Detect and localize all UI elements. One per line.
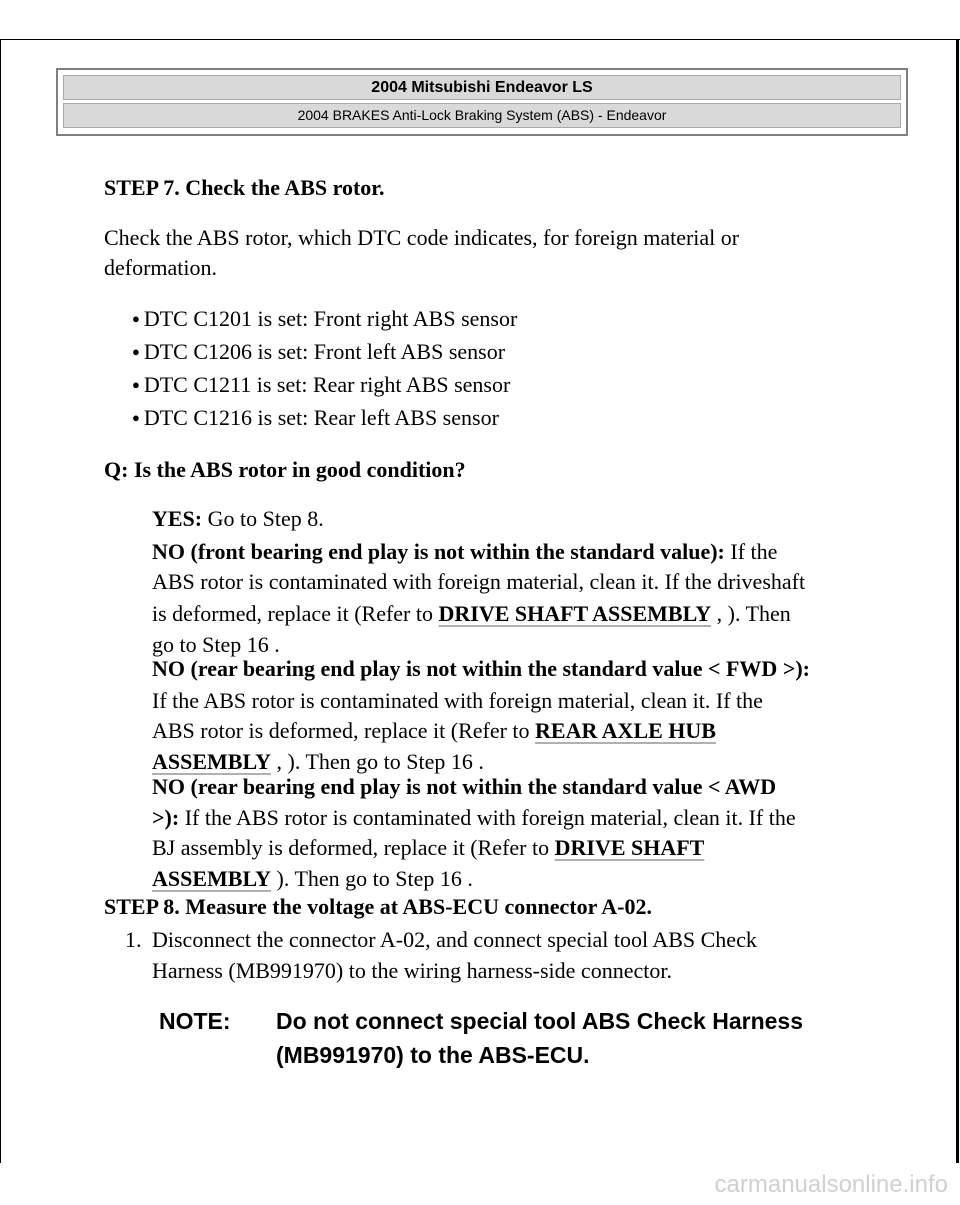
no1-line3-text: is deformed, replace it (Refer to <box>152 601 439 626</box>
no3-text: If the ABS rotor is contaminated with foreign material, clean it. If the <box>179 805 796 830</box>
list-item <box>132 368 510 401</box>
no2-line3-text: ABS rotor is deformed, replace it (Refer to <box>152 718 536 743</box>
page-frame-right <box>956 39 959 1163</box>
rear-axle-hub-assembly-link[interactable]: ASSEMBLY <box>152 749 272 774</box>
no1-line3-post: , ). Then <box>711 601 791 626</box>
step7-question: Q: Is the ABS rotor in good condition? <box>104 457 466 482</box>
step8-item1-line1: Disconnect the connector A-02, and connect special tool ABS Check <box>152 927 757 952</box>
document-header <box>56 68 908 136</box>
note-line2: (MB991970) to the ABS-ECU. <box>276 1042 590 1068</box>
drive-shaft-link[interactable]: DRIVE SHAFT <box>554 835 705 860</box>
yes-label: YES: <box>152 506 203 531</box>
watermark <box>0 1163 960 1205</box>
header-title: 2004 Mitsubishi Endeavor LS <box>63 75 901 100</box>
rear-axle-hub-link[interactable]: REAR AXLE HUB <box>535 718 716 743</box>
page-frame-left <box>0 39 1 1163</box>
note-line1: Do not connect special tool ABS Check Harness <box>276 1008 803 1034</box>
list-item <box>132 302 517 335</box>
no1-line4: go to Step 16 . <box>152 632 280 657</box>
bullet-icon: ● <box>132 311 140 326</box>
no1-line3 <box>152 597 791 630</box>
no2-line4-post: , ). Then go to Step 16 . <box>271 749 484 774</box>
dtc-item-text: DTC C1201 is set: Front right ABS sensor <box>143 306 518 331</box>
list-item <box>132 335 505 368</box>
no2-line3 <box>152 714 716 747</box>
step7-intro-line2: deformation. <box>104 255 218 280</box>
no2-line2: If the ABS rotor is contaminated with foreign material, clean it. If the <box>152 688 763 713</box>
yes-text: Go to Step 8. <box>202 506 324 531</box>
page-frame-top <box>0 39 960 40</box>
no2-label: NO (rear bearing end play is not within the standard value < FWD >): <box>152 656 811 681</box>
no3-line3 <box>152 831 704 864</box>
step8-item1-line2: Harness (MB991970) to the wiring harness-side connector. <box>152 958 672 983</box>
step8-item1-num: 1. <box>125 927 142 952</box>
step8-heading: STEP 8. Measure the voltage at ABS-ECU connector A-02. <box>104 894 652 919</box>
dtc-item-text: DTC C1211 is set: Rear right ABS sensor <box>143 372 511 397</box>
header-subtitle: 2004 BRAKES Anti-Lock Braking System (ABS) - Endeavor <box>63 103 901 128</box>
no3-line4-post: ). Then go to Step 16 . <box>271 866 473 891</box>
no3-label-line1: NO (rear bearing end play is not within the standard value < AWD <box>152 774 777 799</box>
watermark-text: carmanualsonline.info <box>714 1171 948 1198</box>
bullet-icon: ● <box>132 344 140 359</box>
step7-intro-line1: Check the ABS rotor, which DTC code indicates, for foreign material or <box>104 225 740 250</box>
bullet-icon: ● <box>132 377 140 392</box>
no1-label: NO (front bearing end play is not within the standard value): <box>152 539 725 564</box>
drive-shaft-assembly-link[interactable]: DRIVE SHAFT ASSEMBLY <box>438 601 712 626</box>
list-item <box>132 401 499 434</box>
note-label: NOTE: <box>159 1008 231 1034</box>
no1-text: If the <box>724 539 778 564</box>
step7-heading: STEP 7. Check the ABS rotor. <box>104 175 385 200</box>
dtc-item-text: DTC C1206 is set: Front left ABS sensor <box>143 339 506 364</box>
no3-line3-text: BJ assembly is deformed, replace it (Refer to <box>152 835 555 860</box>
no1-line2: ABS rotor is contaminated with foreign material, clean it. If the driveshaft <box>152 569 806 594</box>
bullet-icon: ● <box>132 410 140 425</box>
drive-shaft-assembly-link-2[interactable]: ASSEMBLY <box>152 866 272 891</box>
yes-answer <box>152 502 324 535</box>
dtc-item-text: DTC C1216 is set: Rear left ABS sensor <box>143 405 499 430</box>
no1-line1 <box>152 535 777 568</box>
no3-line2 <box>152 801 796 834</box>
no3-label-line2: >): <box>152 805 180 830</box>
